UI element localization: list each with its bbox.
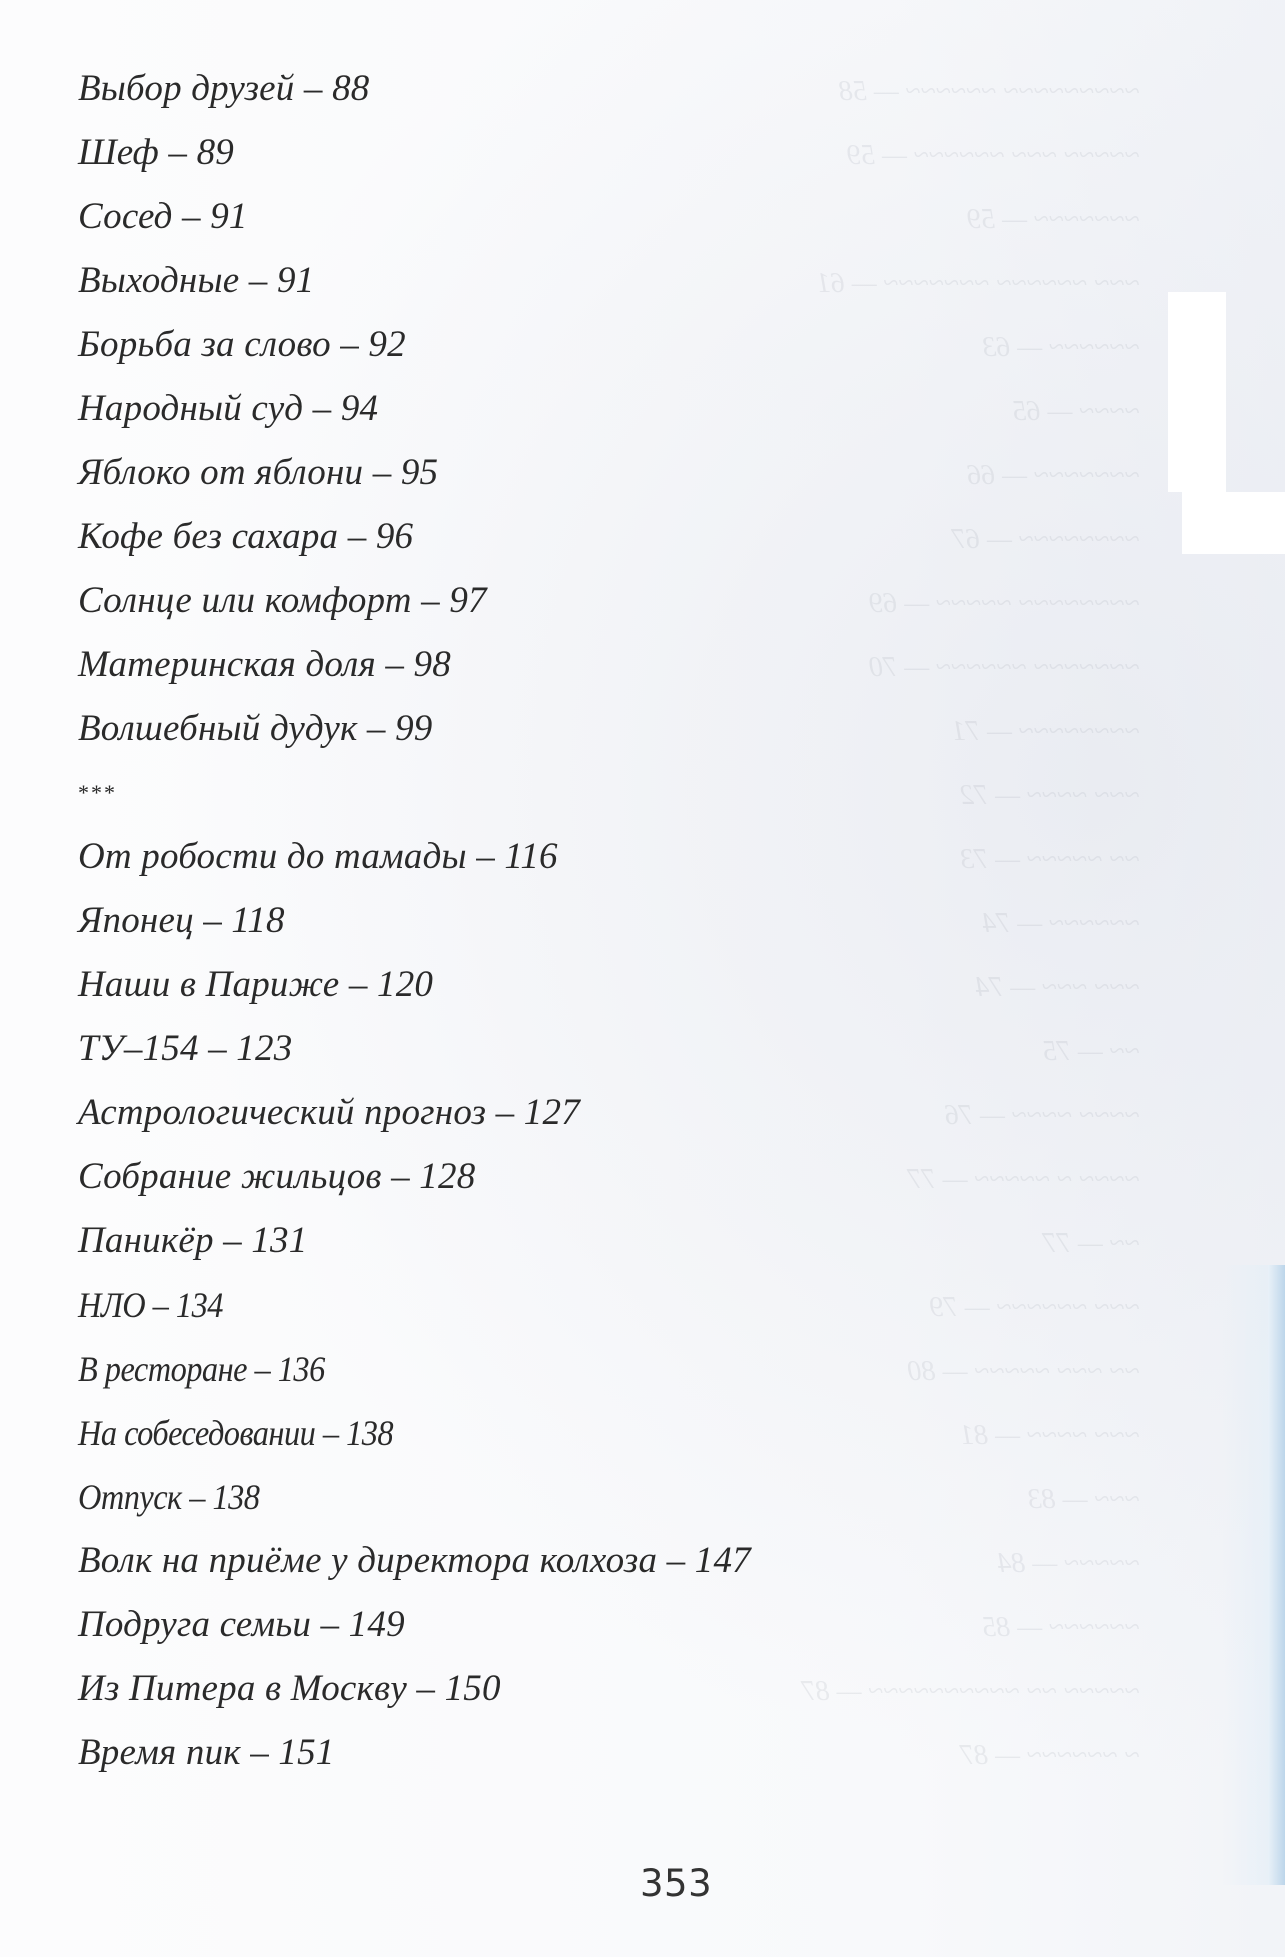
entry-page: 147 [694,1540,751,1581]
entry-page: 91 [210,196,248,237]
entry-page: 98 [413,644,451,685]
scan-artifact [1168,292,1226,492]
dash: – [476,836,495,877]
entry-page: 92 [368,324,406,365]
dash: – [385,644,405,685]
entry-title: Подруга семьи [78,1604,312,1645]
entry-page: 96 [375,516,414,557]
toc-entry [78,1408,684,1472]
scan-artifact [1182,492,1285,554]
entry-page: 149 [348,1604,405,1645]
entry-title: Волшебный дудук [78,708,358,749]
toc-entry [78,1600,751,1664]
toc-entry [78,1344,684,1408]
dash: – [347,516,367,557]
toc-entry [78,128,751,192]
entry-title: Сосед [78,196,173,237]
toc-entry [78,1472,684,1536]
toc-entry [78,832,751,896]
entry-title: Шеф [78,132,159,173]
toc-entry [78,896,751,960]
table-of-contents [78,64,751,1792]
entry-page: 118 [231,900,285,941]
toc-entry [78,320,751,384]
dash: – [340,324,359,365]
dash: – [248,260,268,301]
entry-title: Астрологический прогноз [78,1092,487,1133]
dash: – [182,196,201,237]
dash: – [312,388,332,429]
dash: – [421,580,440,621]
entry-title: Солнце или комфорт [78,580,412,621]
entry-title: Яблоко от яблони [78,452,364,493]
toc-entry [78,1536,751,1600]
entry-title: Выходные [78,260,240,301]
entry-title: ТУ–154 [78,1028,199,1069]
entry-title: Материнская доля [78,644,376,685]
entry-title: Отпуск [78,1477,182,1517]
dash: – [666,1540,686,1581]
toc-entry [78,192,751,256]
toc-entry [78,1024,751,1088]
dash: – [152,1285,169,1325]
entry-page: 131 [251,1220,308,1261]
entry-page: 97 [449,580,487,621]
entry-page: 89 [196,132,234,173]
page-edge [1268,1265,1285,1885]
entry-page: 136 [277,1349,325,1389]
entry-page: 99 [395,708,433,749]
section-separator: *** [78,780,117,805]
dash: – [495,1092,515,1133]
entry-title: Волк на приёме у директора колхоза [78,1540,658,1581]
toc-entry [78,640,751,704]
dash: – [203,900,222,941]
toc-entry [78,64,751,128]
toc-entry [78,1664,751,1728]
entry-title: Паникёр [78,1220,214,1261]
entry-page: 138 [346,1413,394,1453]
entry-page: 134 [175,1285,223,1325]
toc-entry [78,256,751,320]
dash: – [168,132,188,173]
entry-title: Выбор друзей [78,68,295,109]
entry-title: Наши в Париже [78,964,340,1005]
dash: – [348,964,368,1005]
toc-entry [78,1216,751,1280]
entry-page: 91 [276,260,315,301]
dash: – [208,1028,227,1069]
toc-entry [78,1152,751,1216]
entry-page: 150 [444,1668,501,1709]
entry-title: Собрание жильцов [78,1156,382,1197]
page-number: 353 [640,1862,713,1905]
entry-title: Из Питера в Москву [78,1668,407,1709]
entry-title: От робости до тамады [78,836,467,877]
dash: – [322,1413,339,1453]
toc-entry [78,704,751,768]
dash: – [223,1220,242,1261]
entry-page: 138 [212,1477,260,1517]
entry-title: НЛО [78,1285,146,1325]
entry-title: Японец [78,900,194,941]
toc-entry [78,1280,684,1344]
dash: – [320,1604,340,1645]
entry-title: Борьба за слово [78,324,331,365]
dash: – [254,1349,271,1389]
dash: – [189,1477,205,1517]
bleed-through-text: ~~~~~~~~~ ~~~~~~ — 58 ~~~~~ ~~~ ~~~~~~ — 59 ~~~~~~~ — 59 ~~~ ~~~~~~ ~~~~~~~ — 61 ~~~~~~ — 63 ~~~~ — 65 ~~~~~~~ — 66 ~~~~~~~~ — 67 ~~~~~~~~ ~~~~~ — 69 ~~~~~~~ ~~~~~~ — 70 ~~~~~~~~ — 71 ~~~ ~~~~ — 72 ~~ ~~~~~ — 73 ~~~~~~ — 74 ~~~ ~~~ — 74 ~~ — 75 ~~~~ ~~~~ — 76 ~~~~ ~ ~~~~~ — 77 ~~ — 77 ~~~ ~~~~~~ — 79 ~~ ~~~ ~~~~~ — 80 ~~~ ~~~~ — 81 ~~~ — 83 ~~~~~ — 84 ~~~~~~ — 85 ~~~~~ ~~ ~~~~~~~~~~ — 87 ~ ~~~~~~ — 87 [801,76,1140,1771]
entry-title: Время пик [78,1732,241,1773]
toc-entry [78,1728,751,1792]
toc-entry [78,576,751,640]
dash: – [366,708,386,749]
entry-page: 88 [332,68,370,109]
dash: – [372,452,392,493]
dash: – [416,1668,436,1709]
toc-entry [78,384,751,448]
entry-page: 127 [523,1092,580,1133]
toc-entry [78,512,751,576]
entry-title: На собеседовании [78,1413,316,1453]
entry-page: 94 [340,388,379,429]
dash: – [391,1156,410,1197]
entry-page: 95 [400,452,439,493]
entry-page: 151 [278,1732,335,1773]
toc-entry [78,1088,751,1152]
entry-page: 116 [504,836,558,877]
entry-page: 120 [377,964,434,1005]
dash: – [303,68,323,109]
entry-title: Кофе без сахара [78,516,339,557]
toc-entry [78,448,751,512]
entry-page: 123 [236,1028,293,1069]
entry-title: Народный суд [78,388,304,429]
dash: – [250,1732,269,1773]
page-edge-shadow [1222,1265,1268,1885]
toc-entry [78,960,751,1024]
entry-page: 128 [419,1156,476,1197]
entry-title: В ресторане [78,1349,247,1389]
